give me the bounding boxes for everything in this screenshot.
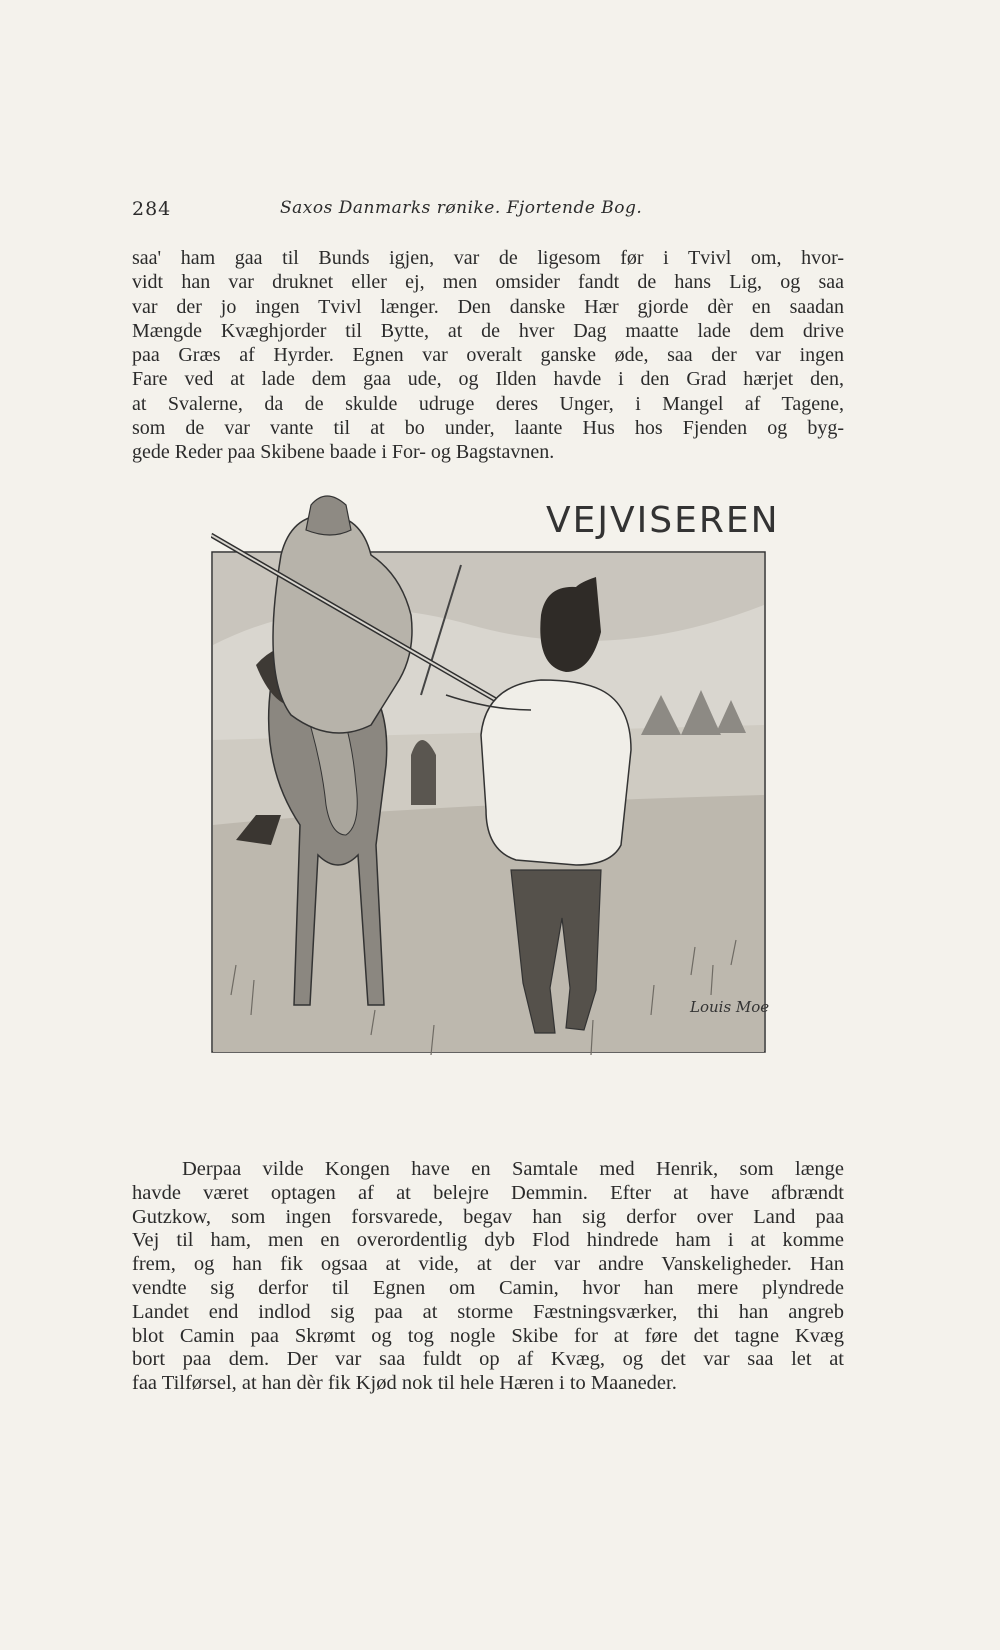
text-line: paa Græs af Hyrder. Egnen var overalt ganske øde, saa der var ingen [132,344,844,367]
text-line: faa Tilførsel, at han dèr fik Kjød nok til hele Hæren i to Maaneder. [132,1372,677,1395]
grass [213,795,764,1052]
text-line: frem, og han fik ogsaa at vide, at der var andre Vanskeligheder. Han [132,1253,844,1276]
running-title: Saxos Danmarks rønike. Fjortende Bog. [280,198,643,218]
text-line: havde været optagen af at belejre Demmin. Efter at have afbrændt [132,1181,844,1204]
text-line: vendte sig derfor til Egnen om Camin, hvor han mere plyndrede [132,1276,844,1299]
illustration-title: VEJVISEREN [546,500,780,541]
paragraph-bottom [132,1158,844,1396]
text-line: bort paa dem. Der var saa fuldt op af Kvæg, og det var saa let at [132,1348,844,1371]
text-line: saa' ham gaa til Bunds igjen, var de ligesom før i Tvivl om, hvor- [132,247,844,269]
text-line: Landet end indlod sig paa at storme Fæstningsværker, thi han angreb [132,1300,844,1323]
page-number: 284 [132,198,172,220]
illustration [211,495,766,1125]
text-line: gede Reder paa Skibene baade i For- og Bagstavnen. [132,441,555,464]
text-line: Vej til ham, men en overordentlig dyb Flod hindrede ham i at komme [132,1229,844,1252]
text-line: som de var vante til at bo under, laante Hus hos Fjenden og byg- [132,417,844,440]
text-line: Derpaa vilde Kongen have en Samtale med Henrik, som længe [182,1158,844,1180]
text-line: Fare ved at lade dem gaa ude, og Ilden havde i den Grad hærjet den, [132,368,844,391]
rider-helmet [306,496,351,535]
paragraph-top [132,246,844,465]
text-line: Gutzkow, som ingen forsvarede, begav han sig derfor over Land paa [132,1205,844,1228]
illustration-drawing [211,495,766,1125]
text-line: at Svalerne, da de skulde udruge deres Unger, i Mangel af Tagene, [132,392,844,415]
distant-rider [411,740,436,805]
text-line: Mængde Kvæghjorder til Bytte, at de hver Dag maatte lade dem drive [132,319,844,342]
text-line: blot Camin paa Skrømt og tog nogle Skibe for at føre det tagne Kvæg [132,1324,844,1347]
artist-signature: Louis Moe [690,998,770,1016]
text-line: var der jo ingen Tvivl længer. Den danske Hær gjorde dèr en saadan [132,295,844,318]
text-line: vidt han var druknet eller ej, men omsider fandt de hans Lig, og saa [132,271,844,294]
